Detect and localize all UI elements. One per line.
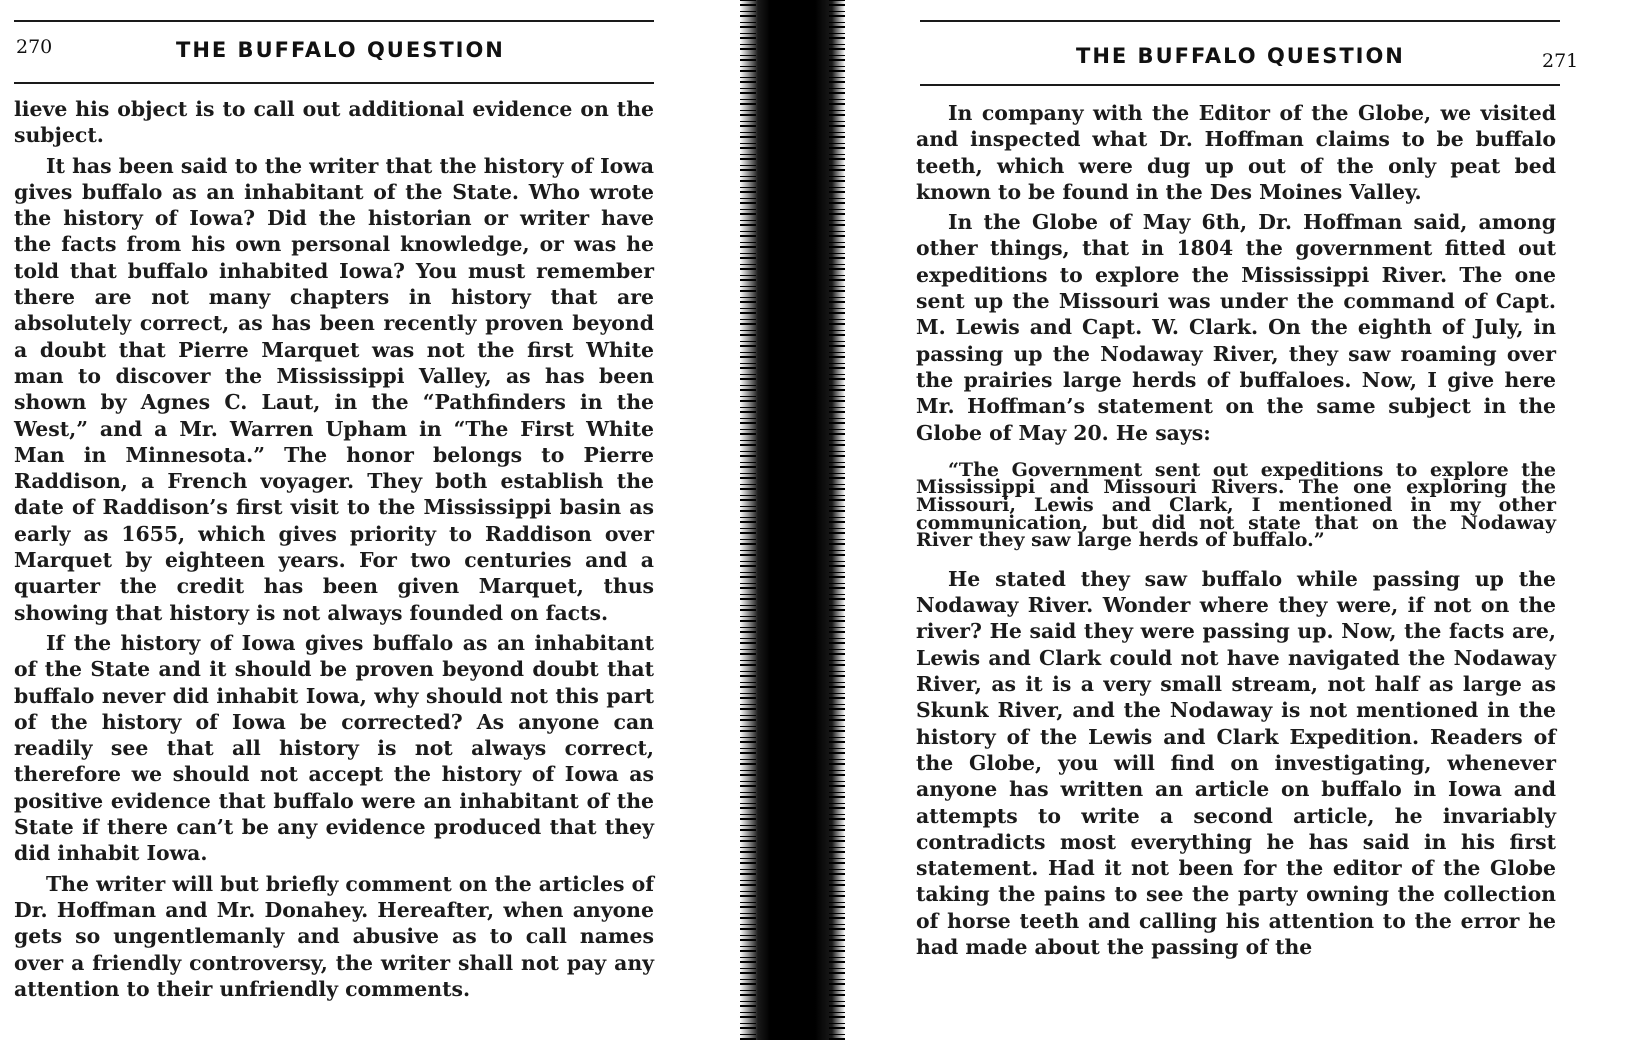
left-page-number: 270 — [16, 36, 53, 58]
block-quote: “The Government sent out expeditions to explore the Mississippi and Missouri Rivers. The one exploring the Missouri, Lewis and Clark, I mentioned in my other communication, but did not state that on the Nodaway River they saw large herds of buffalo.” — [916, 458, 1556, 552]
right-top-rule — [920, 20, 1560, 22]
right-header-rule — [920, 84, 1560, 86]
left-running-header: THE BUFFALO QUESTION — [176, 38, 505, 62]
right-running-header: THE BUFFALO QUESTION — [1076, 44, 1405, 68]
left-top-rule — [14, 20, 654, 22]
left-page — [0, 0, 760, 1040]
left-paragraph-2: It has been said to the writer that the history of Iowa gives buffalo as an inhabitant of the State. Who wrote the history of Iowa? Did the historian or writer have the facts from his own personal knowledge, or was he told that buffalo inhabited Iowa? You must remember there are not many chapters in history that are absolutely correct, as has been recently proven beyond a doubt that Pierre Marquet was not the first White man to discover the Mississippi Valley, as has been shown by Agnes C. Laut, in the “Pathfinders in the West,” and a Mr. Warren Upham in “The First White Man in Minnesota.” The honor belongs to Pierre Raddison, a French voyager. They both establish the date of Raddison’s first visit to the Mississippi basin as early as 1655, which gives priority to Raddison over Marquet by eighteen years. For two centuries and a quarter the credit has been given Marquet, thus showing that history is not always founded on facts. — [14, 153, 654, 625]
left-paragraph-4: The writer will but briefly comment on the articles of Dr. Hoffman and Mr. Donahey. Hereafter, when anyone gets so ungentlemanly and abusive as to call names over a friendly controversy, the writer shall not pay any attention to their unfriendly comments. — [14, 871, 654, 1001]
right-paragraph-3: He stated they saw buffalo while passing up the Nodaway River. Wonder where they were, if not on the river? He said they were passing up. Now, the facts are, Lewis and Clark could not have navigated the Nodaway River, as it is a very small stream, not half as large as Skunk River, and the Nodaway is not mentioned in the history of the Lewis and Clark Expedition. Readers of the Globe, you will find on investigating, whenever anyone has written an article on buffalo in Iowa and attempts to write a second article, he invariably contradicts most everything he has said in his first statement. Had it not been for the editor of the Globe taking the pains to see the party owning the collection of horse teeth and calling his attention to the error he had made about the passing of the — [916, 566, 1556, 959]
right-page-number: 271 — [1542, 50, 1579, 72]
left-body-text — [14, 96, 654, 1002]
left-paragraph-3: If the history of Iowa gives buffalo as an inhabitant of the State and it should be proven beyond doubt that buffalo never did inhabit Iowa, why should not this part of the history of Iowa be corrected? As anyone can readily see that all history is not always correct, therefore we should not accept the history of Iowa as positive evidence that buffalo were an inhabitant of the State if there can’t be any evidence produced that they did inhabit Iowa. — [14, 630, 654, 866]
right-page — [830, 0, 1650, 1040]
right-paragraph-2: In the Globe of May 6th, Dr. Hoffman said, among other things, that in 1804 the government fitted out expeditions to explore the Mississippi River. The one sent up the Missouri was under the command of Capt. M. Lewis and Capt. W. Clark. On the eighth of July, in passing up the Nodaway River, they saw roaming over the prairies large herds of buffaloes. Now, I give here Mr. Hoffman’s statement on the same subject in the Globe of May 20. He says: — [916, 210, 1556, 445]
right-body-text — [916, 100, 1556, 960]
left-paragraph-1: lieve his object is to call out additional evidence on the subject. — [14, 97, 654, 148]
right-paragraph-1: In company with the Editor of the Globe, we visited and inspected what Dr. Hoffman claims to be buffalo teeth, which were dug up out of the only peat bed known to be found in the Des Moines Valley. — [916, 101, 1556, 204]
left-header-rule — [14, 82, 654, 84]
